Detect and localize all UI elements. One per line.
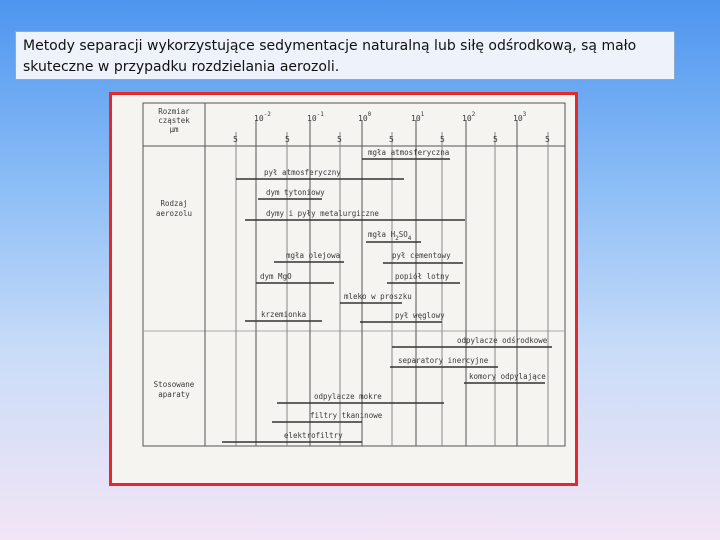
- device-label: odpylacze mokre: [314, 392, 382, 401]
- decade-label: $10^1$: [411, 111, 425, 123]
- decade-label: $10^2$: [462, 111, 476, 123]
- header-label-line-2: cząstek: [158, 116, 190, 125]
- decade-label: $10^{-2}$: [254, 111, 271, 123]
- tick-five: 5: [545, 135, 550, 144]
- caption-line-2: skuteczne w przypadku rozdzielania aerozoli.: [23, 59, 340, 75]
- tick-five: 5: [285, 135, 290, 144]
- tick-five: 5: [493, 135, 498, 144]
- decade-label: $10^0$: [358, 111, 372, 123]
- device-label: komory odpylające: [469, 372, 546, 381]
- aerosol-label: pył węglowy: [395, 311, 445, 320]
- section-aerosol-line-1: Rodzaj: [160, 199, 188, 208]
- aerosol-label: dymy i pyły metalurgiczne: [266, 209, 379, 218]
- header-label-line-3: μm: [169, 125, 179, 134]
- aerosol-label: krzemionka: [261, 310, 307, 319]
- tick-five: 5: [440, 135, 445, 144]
- particle-size-diagram-frame: [109, 92, 578, 486]
- aerosol-label: dym tytoniowy: [266, 188, 325, 197]
- caption-box: [15, 31, 675, 80]
- section-devices-line-2: aparaty: [158, 390, 190, 399]
- aerosol-label: mgła olejowa: [286, 251, 341, 260]
- section-aerosol-line-2: aerozolu: [155, 209, 193, 218]
- aerosol-label: mleko w proszku: [344, 292, 412, 301]
- tick-five: 5: [389, 135, 394, 144]
- decade-label: $10^{-1}$: [307, 111, 324, 123]
- tick-five: 5: [337, 135, 342, 144]
- device-label: filtry tkaninowe: [310, 411, 383, 420]
- section-devices-line-1: Stosowane: [153, 380, 195, 389]
- device-label: elektrofiltry: [284, 431, 343, 440]
- aerosol-label: dym MgO: [260, 272, 292, 281]
- aerosol-label: mgła atmosferyczna: [368, 148, 450, 157]
- device-range-bars: [222, 347, 552, 442]
- device-label: odpylacze odśrodkowe: [457, 336, 548, 345]
- aerosol-label: mgła $H_2SO_4$: [368, 230, 412, 242]
- aerosol-label: pył cementowy: [392, 251, 451, 260]
- particle-size-diagram: [112, 95, 575, 483]
- caption-line-1: Metody separacji wykorzystujące sedymentacje naturalną lub siłę odśrodkową, są mało: [23, 38, 637, 54]
- aerosol-label: popiół lotny: [395, 272, 450, 281]
- header-label-line-1: Rozmiar: [158, 107, 190, 116]
- aerosol-label: pył atmosferyczny: [264, 168, 341, 177]
- device-label: separatory inercyjne: [398, 356, 489, 365]
- decade-label: $10^3$: [513, 111, 527, 123]
- tick-five: 5: [233, 135, 238, 144]
